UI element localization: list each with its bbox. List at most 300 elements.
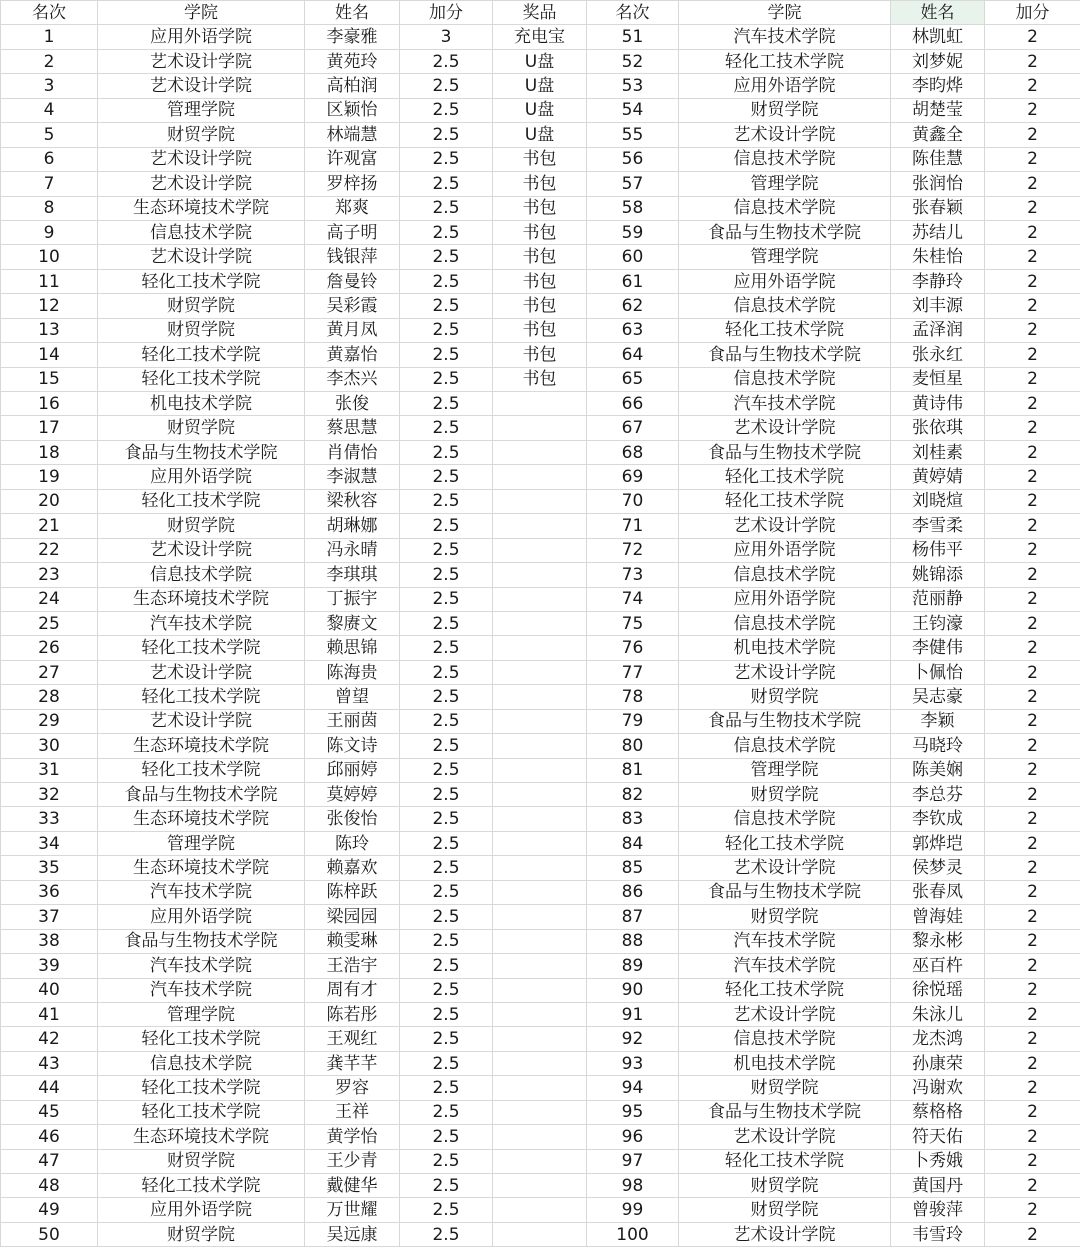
cell-college-right[interactable]: 机电技术学院 — [679, 636, 891, 660]
cell-college[interactable]: 轻化工技术学院 — [98, 685, 305, 709]
cell-college[interactable]: 艺术设计学院 — [98, 709, 305, 733]
cell-name-right[interactable]: 张润怡 — [891, 172, 985, 196]
cell-bonus-right[interactable]: 2 — [985, 1027, 1080, 1051]
cell-college[interactable]: 生态环境技术学院 — [98, 196, 305, 220]
cell-bonus[interactable]: 2.5 — [400, 929, 493, 953]
cell-prize[interactable]: 充电宝 — [493, 25, 587, 49]
cell-rank-right[interactable]: 86 — [587, 880, 679, 904]
cell-rank[interactable]: 31 — [1, 758, 98, 782]
cell-name[interactable]: 赖嘉欢 — [305, 856, 400, 880]
cell-rank-right[interactable]: 69 — [587, 465, 679, 489]
cell-bonus[interactable]: 2.5 — [400, 220, 493, 244]
header-cell-college[interactable]: 学院 — [98, 1, 305, 25]
cell-bonus-right[interactable]: 2 — [985, 318, 1080, 342]
cell-bonus[interactable]: 2.5 — [400, 489, 493, 513]
cell-name-right[interactable]: 巫百杵 — [891, 954, 985, 978]
cell-rank[interactable]: 5 — [1, 123, 98, 147]
cell-name-right[interactable]: 李总芬 — [891, 783, 985, 807]
cell-bonus[interactable]: 2.5 — [400, 514, 493, 538]
cell-rank[interactable]: 47 — [1, 1149, 98, 1173]
cell-prize[interactable] — [493, 1076, 587, 1100]
cell-college[interactable]: 轻化工技术学院 — [98, 367, 305, 391]
cell-bonus-right[interactable]: 2 — [985, 758, 1080, 782]
cell-name-right[interactable]: 麦恒星 — [891, 367, 985, 391]
cell-name[interactable]: 梁秋容 — [305, 489, 400, 513]
cell-college-right[interactable]: 财贸学院 — [679, 905, 891, 929]
cell-name[interactable]: 胡琳娜 — [305, 514, 400, 538]
cell-college[interactable]: 汽车技术学院 — [98, 880, 305, 904]
cell-college-right[interactable]: 财贸学院 — [679, 783, 891, 807]
cell-college-right[interactable]: 艺术设计学院 — [679, 123, 891, 147]
cell-college-right[interactable]: 应用外语学院 — [679, 538, 891, 562]
cell-prize[interactable] — [493, 1149, 587, 1173]
cell-college[interactable]: 生态环境技术学院 — [98, 587, 305, 611]
cell-rank-right[interactable]: 84 — [587, 831, 679, 855]
cell-name[interactable]: 陈若彤 — [305, 1002, 400, 1026]
cell-rank-right[interactable]: 94 — [587, 1076, 679, 1100]
cell-college[interactable]: 财贸学院 — [98, 1222, 305, 1246]
cell-bonus-right[interactable]: 2 — [985, 123, 1080, 147]
cell-prize[interactable] — [493, 489, 587, 513]
header-cell-bonus[interactable]: 加分 — [400, 1, 493, 25]
header-cell-name[interactable]: 姓名 — [305, 1, 400, 25]
cell-rank-right[interactable]: 99 — [587, 1198, 679, 1222]
cell-name-right[interactable]: 徐悦瑶 — [891, 978, 985, 1002]
cell-prize[interactable]: 书包 — [493, 172, 587, 196]
cell-college[interactable]: 应用外语学院 — [98, 905, 305, 929]
cell-rank[interactable]: 7 — [1, 172, 98, 196]
cell-bonus-right[interactable]: 2 — [985, 465, 1080, 489]
cell-college[interactable]: 应用外语学院 — [98, 25, 305, 49]
cell-name-right[interactable]: 朱桂怡 — [891, 245, 985, 269]
cell-rank[interactable]: 36 — [1, 880, 98, 904]
cell-prize[interactable] — [493, 660, 587, 684]
cell-bonus[interactable]: 2.5 — [400, 49, 493, 73]
cell-name[interactable]: 龚芊芊 — [305, 1051, 400, 1075]
cell-bonus[interactable]: 2.5 — [400, 416, 493, 440]
cell-bonus[interactable]: 2.5 — [400, 734, 493, 758]
cell-rank[interactable]: 26 — [1, 636, 98, 660]
cell-prize[interactable] — [493, 905, 587, 929]
cell-prize[interactable]: U盘 — [493, 74, 587, 98]
cell-rank[interactable]: 1 — [1, 25, 98, 49]
cell-rank-right[interactable]: 61 — [587, 269, 679, 293]
cell-name[interactable]: 陈文诗 — [305, 734, 400, 758]
cell-college-right[interactable]: 轻化工技术学院 — [679, 49, 891, 73]
cell-rank-right[interactable]: 88 — [587, 929, 679, 953]
cell-rank[interactable]: 21 — [1, 514, 98, 538]
cell-rank[interactable]: 38 — [1, 929, 98, 953]
cell-rank-right[interactable]: 77 — [587, 660, 679, 684]
cell-rank-right[interactable]: 90 — [587, 978, 679, 1002]
cell-rank-right[interactable]: 57 — [587, 172, 679, 196]
cell-name[interactable]: 蔡思慧 — [305, 416, 400, 440]
cell-name[interactable]: 赖雯琳 — [305, 929, 400, 953]
cell-bonus-right[interactable]: 2 — [985, 172, 1080, 196]
cell-prize[interactable] — [493, 1222, 587, 1246]
cell-rank[interactable]: 32 — [1, 783, 98, 807]
cell-prize[interactable]: U盘 — [493, 123, 587, 147]
cell-name[interactable]: 黎赓文 — [305, 611, 400, 635]
cell-college-right[interactable]: 艺术设计学院 — [679, 514, 891, 538]
cell-name[interactable]: 周有才 — [305, 978, 400, 1002]
cell-bonus-right[interactable]: 2 — [985, 1198, 1080, 1222]
cell-college-right[interactable]: 艺术设计学院 — [679, 1125, 891, 1149]
cell-rank[interactable]: 48 — [1, 1174, 98, 1198]
cell-bonus[interactable]: 2.5 — [400, 856, 493, 880]
cell-college[interactable]: 机电技术学院 — [98, 392, 305, 416]
cell-name[interactable]: 李琪琪 — [305, 563, 400, 587]
cell-name-right[interactable]: 吴志豪 — [891, 685, 985, 709]
cell-college-right[interactable]: 食品与生物技术学院 — [679, 343, 891, 367]
cell-bonus[interactable]: 2.5 — [400, 1076, 493, 1100]
cell-bonus[interactable]: 2.5 — [400, 343, 493, 367]
cell-bonus[interactable]: 3 — [400, 25, 493, 49]
cell-prize[interactable]: 书包 — [493, 269, 587, 293]
cell-rank-right[interactable]: 76 — [587, 636, 679, 660]
cell-prize[interactable] — [493, 465, 587, 489]
cell-name[interactable]: 梁园园 — [305, 905, 400, 929]
cell-college[interactable]: 生态环境技术学院 — [98, 734, 305, 758]
cell-bonus-right[interactable]: 2 — [985, 954, 1080, 978]
cell-bonus-right[interactable]: 2 — [985, 783, 1080, 807]
cell-prize[interactable] — [493, 440, 587, 464]
cell-college[interactable]: 轻化工技术学院 — [98, 489, 305, 513]
cell-rank[interactable]: 35 — [1, 856, 98, 880]
cell-bonus-right[interactable]: 2 — [985, 416, 1080, 440]
cell-rank-right[interactable]: 83 — [587, 807, 679, 831]
cell-name-right[interactable]: 曾海娃 — [891, 905, 985, 929]
cell-rank[interactable]: 45 — [1, 1100, 98, 1124]
cell-rank[interactable]: 25 — [1, 611, 98, 635]
cell-rank[interactable]: 9 — [1, 220, 98, 244]
cell-bonus[interactable]: 2.5 — [400, 905, 493, 929]
cell-name[interactable]: 吴远康 — [305, 1222, 400, 1246]
cell-bonus[interactable]: 2.5 — [400, 1198, 493, 1222]
cell-college-right[interactable]: 应用外语学院 — [679, 74, 891, 98]
cell-prize[interactable] — [493, 587, 587, 611]
cell-bonus[interactable]: 2.5 — [400, 294, 493, 318]
cell-name-right[interactable]: 胡楚莹 — [891, 98, 985, 122]
cell-bonus-right[interactable]: 2 — [985, 367, 1080, 391]
cell-name[interactable]: 王祥 — [305, 1100, 400, 1124]
cell-prize[interactable]: 书包 — [493, 220, 587, 244]
cell-college[interactable]: 轻化工技术学院 — [98, 758, 305, 782]
cell-rank-right[interactable]: 72 — [587, 538, 679, 562]
cell-bonus-right[interactable]: 2 — [985, 905, 1080, 929]
cell-name[interactable]: 林端慧 — [305, 123, 400, 147]
cell-rank[interactable]: 17 — [1, 416, 98, 440]
cell-prize[interactable]: 书包 — [493, 367, 587, 391]
cell-college-right[interactable]: 财贸学院 — [679, 1198, 891, 1222]
cell-bonus-right[interactable]: 2 — [985, 660, 1080, 684]
cell-college[interactable]: 财贸学院 — [98, 318, 305, 342]
cell-name-right[interactable]: 陈美娴 — [891, 758, 985, 782]
cell-bonus-right[interactable]: 2 — [985, 929, 1080, 953]
cell-rank-right[interactable]: 74 — [587, 587, 679, 611]
cell-name-right[interactable]: 冯谢欢 — [891, 1076, 985, 1100]
cell-bonus-right[interactable]: 2 — [985, 392, 1080, 416]
cell-college[interactable]: 轻化工技术学院 — [98, 1174, 305, 1198]
cell-rank-right[interactable]: 52 — [587, 49, 679, 73]
cell-name[interactable]: 高柏润 — [305, 74, 400, 98]
cell-rank[interactable]: 30 — [1, 734, 98, 758]
cell-college-right[interactable]: 财贸学院 — [679, 1076, 891, 1100]
cell-college-right[interactable]: 信息技术学院 — [679, 147, 891, 171]
cell-bonus-right[interactable]: 2 — [985, 538, 1080, 562]
cell-college[interactable]: 管理学院 — [98, 1002, 305, 1026]
cell-name[interactable]: 詹曼铃 — [305, 269, 400, 293]
cell-name[interactable]: 罗梓扬 — [305, 172, 400, 196]
cell-name-right[interactable]: 姚锦添 — [891, 563, 985, 587]
cell-rank-right[interactable]: 58 — [587, 196, 679, 220]
cell-rank[interactable]: 23 — [1, 563, 98, 587]
cell-bonus[interactable]: 2.5 — [400, 807, 493, 831]
cell-prize[interactable]: 书包 — [493, 196, 587, 220]
cell-name[interactable]: 黄学怡 — [305, 1125, 400, 1149]
cell-rank-right[interactable]: 73 — [587, 563, 679, 587]
cell-bonus[interactable]: 2.5 — [400, 783, 493, 807]
cell-name[interactable]: 邱丽婷 — [305, 758, 400, 782]
cell-college-right[interactable]: 食品与生物技术学院 — [679, 880, 891, 904]
cell-rank[interactable]: 11 — [1, 269, 98, 293]
cell-name[interactable]: 赖思锦 — [305, 636, 400, 660]
cell-name[interactable]: 高子明 — [305, 220, 400, 244]
cell-bonus-right[interactable]: 2 — [985, 25, 1080, 49]
cell-college[interactable]: 信息技术学院 — [98, 563, 305, 587]
cell-name-right[interactable]: 蔡格格 — [891, 1100, 985, 1124]
cell-name[interactable]: 郑爽 — [305, 196, 400, 220]
cell-bonus[interactable]: 2.5 — [400, 1222, 493, 1246]
cell-college-right[interactable]: 食品与生物技术学院 — [679, 220, 891, 244]
cell-name-right[interactable]: 杨伟平 — [891, 538, 985, 562]
cell-college-right[interactable]: 汽车技术学院 — [679, 929, 891, 953]
cell-college[interactable]: 轻化工技术学院 — [98, 1027, 305, 1051]
cell-rank[interactable]: 3 — [1, 74, 98, 98]
header-cell-bonus-right[interactable]: 加分 — [985, 1, 1080, 25]
cell-bonus[interactable]: 2.5 — [400, 954, 493, 978]
cell-name[interactable]: 黄苑玲 — [305, 49, 400, 73]
cell-bonus-right[interactable]: 2 — [985, 587, 1080, 611]
cell-college-right[interactable]: 财贸学院 — [679, 98, 891, 122]
cell-name-right[interactable]: 苏结儿 — [891, 220, 985, 244]
cell-prize[interactable]: 书包 — [493, 343, 587, 367]
cell-college[interactable]: 管理学院 — [98, 831, 305, 855]
cell-college[interactable]: 信息技术学院 — [98, 220, 305, 244]
cell-name-right[interactable]: 李钦成 — [891, 807, 985, 831]
cell-bonus[interactable]: 2.5 — [400, 758, 493, 782]
cell-college[interactable]: 汽车技术学院 — [98, 611, 305, 635]
cell-bonus-right[interactable]: 2 — [985, 831, 1080, 855]
cell-rank-right[interactable]: 71 — [587, 514, 679, 538]
cell-rank[interactable]: 37 — [1, 905, 98, 929]
cell-college[interactable]: 生态环境技术学院 — [98, 1125, 305, 1149]
cell-college-right[interactable]: 应用外语学院 — [679, 269, 891, 293]
cell-name-right[interactable]: 黎永彬 — [891, 929, 985, 953]
cell-rank-right[interactable]: 82 — [587, 783, 679, 807]
cell-bonus-right[interactable]: 2 — [985, 245, 1080, 269]
cell-bonus-right[interactable]: 2 — [985, 880, 1080, 904]
cell-college-right[interactable]: 管理学院 — [679, 245, 891, 269]
cell-name-right[interactable]: 刘丰源 — [891, 294, 985, 318]
cell-prize[interactable] — [493, 758, 587, 782]
cell-prize[interactable] — [493, 416, 587, 440]
cell-bonus[interactable]: 2.5 — [400, 880, 493, 904]
cell-rank[interactable]: 12 — [1, 294, 98, 318]
cell-rank-right[interactable]: 54 — [587, 98, 679, 122]
cell-bonus-right[interactable]: 2 — [985, 294, 1080, 318]
cell-college-right[interactable]: 轻化工技术学院 — [679, 489, 891, 513]
cell-rank[interactable]: 40 — [1, 978, 98, 1002]
cell-rank-right[interactable]: 65 — [587, 367, 679, 391]
cell-bonus-right[interactable]: 2 — [985, 74, 1080, 98]
cell-name-right[interactable]: 李颖 — [891, 709, 985, 733]
cell-prize[interactable] — [493, 1002, 587, 1026]
cell-rank[interactable]: 19 — [1, 465, 98, 489]
cell-rank-right[interactable]: 81 — [587, 758, 679, 782]
cell-rank[interactable]: 34 — [1, 831, 98, 855]
cell-prize[interactable] — [493, 734, 587, 758]
cell-prize[interactable] — [493, 611, 587, 635]
cell-prize[interactable] — [493, 636, 587, 660]
cell-name-right[interactable]: 张依琪 — [891, 416, 985, 440]
cell-college[interactable]: 艺术设计学院 — [98, 245, 305, 269]
cell-college-right[interactable]: 信息技术学院 — [679, 807, 891, 831]
cell-college-right[interactable]: 食品与生物技术学院 — [679, 1100, 891, 1124]
cell-name[interactable]: 王少青 — [305, 1149, 400, 1173]
cell-bonus-right[interactable]: 2 — [985, 1125, 1080, 1149]
cell-name-right[interactable]: 卜佩怡 — [891, 660, 985, 684]
cell-rank[interactable]: 39 — [1, 954, 98, 978]
cell-prize[interactable] — [493, 856, 587, 880]
cell-bonus-right[interactable]: 2 — [985, 1174, 1080, 1198]
cell-prize[interactable] — [493, 685, 587, 709]
cell-college-right[interactable]: 轻化工技术学院 — [679, 465, 891, 489]
cell-name[interactable]: 张俊 — [305, 392, 400, 416]
cell-rank-right[interactable]: 91 — [587, 1002, 679, 1026]
cell-college-right[interactable]: 汽车技术学院 — [679, 392, 891, 416]
cell-bonus[interactable]: 2.5 — [400, 660, 493, 684]
cell-bonus[interactable]: 2.5 — [400, 98, 493, 122]
cell-name-right[interactable]: 朱泳儿 — [891, 1002, 985, 1026]
cell-prize[interactable]: 书包 — [493, 294, 587, 318]
cell-bonus-right[interactable]: 2 — [985, 1222, 1080, 1246]
cell-name-right[interactable]: 马晓玲 — [891, 734, 985, 758]
cell-name-right[interactable]: 林凯虹 — [891, 25, 985, 49]
cell-bonus-right[interactable]: 2 — [985, 98, 1080, 122]
cell-name-right[interactable]: 张永红 — [891, 343, 985, 367]
cell-bonus[interactable]: 2.5 — [400, 538, 493, 562]
cell-rank[interactable]: 41 — [1, 1002, 98, 1026]
cell-rank[interactable]: 49 — [1, 1198, 98, 1222]
cell-rank-right[interactable]: 93 — [587, 1051, 679, 1075]
cell-name-right[interactable]: 刘梦妮 — [891, 49, 985, 73]
cell-college-right[interactable]: 信息技术学院 — [679, 1027, 891, 1051]
header-cell-rank-right[interactable]: 名次 — [587, 1, 679, 25]
cell-college-right[interactable]: 信息技术学院 — [679, 367, 891, 391]
cell-name-right[interactable]: 张春凤 — [891, 880, 985, 904]
cell-bonus-right[interactable]: 2 — [985, 440, 1080, 464]
cell-college-right[interactable]: 轻化工技术学院 — [679, 318, 891, 342]
cell-college-right[interactable]: 管理学院 — [679, 758, 891, 782]
cell-name[interactable]: 曾望 — [305, 685, 400, 709]
cell-bonus[interactable]: 2.5 — [400, 367, 493, 391]
cell-prize[interactable]: U盘 — [493, 49, 587, 73]
cell-rank[interactable]: 44 — [1, 1076, 98, 1100]
cell-college[interactable]: 轻化工技术学院 — [98, 1100, 305, 1124]
cell-prize[interactable] — [493, 1027, 587, 1051]
cell-rank-right[interactable]: 75 — [587, 611, 679, 635]
cell-rank-right[interactable]: 80 — [587, 734, 679, 758]
cell-prize[interactable]: U盘 — [493, 98, 587, 122]
cell-bonus-right[interactable]: 2 — [985, 147, 1080, 171]
header-cell-prize[interactable]: 奖品 — [493, 1, 587, 25]
cell-college[interactable]: 生态环境技术学院 — [98, 807, 305, 831]
cell-prize[interactable] — [493, 709, 587, 733]
cell-rank-right[interactable]: 67 — [587, 416, 679, 440]
header-cell-rank[interactable]: 名次 — [1, 1, 98, 25]
cell-college[interactable]: 艺术设计学院 — [98, 147, 305, 171]
cell-college[interactable]: 艺术设计学院 — [98, 538, 305, 562]
cell-bonus-right[interactable]: 2 — [985, 685, 1080, 709]
cell-college-right[interactable]: 信息技术学院 — [679, 611, 891, 635]
cell-bonus-right[interactable]: 2 — [985, 49, 1080, 73]
cell-prize[interactable] — [493, 514, 587, 538]
cell-bonus-right[interactable]: 2 — [985, 978, 1080, 1002]
cell-bonus-right[interactable]: 2 — [985, 269, 1080, 293]
cell-college-right[interactable]: 艺术设计学院 — [679, 1002, 891, 1026]
cell-bonus[interactable]: 2.5 — [400, 636, 493, 660]
cell-name[interactable]: 陈玲 — [305, 831, 400, 855]
cell-rank-right[interactable]: 89 — [587, 954, 679, 978]
cell-name-right[interactable]: 刘桂素 — [891, 440, 985, 464]
cell-name-right[interactable]: 刘晓煊 — [891, 489, 985, 513]
cell-rank-right[interactable]: 64 — [587, 343, 679, 367]
cell-name-right[interactable]: 王钧濠 — [891, 611, 985, 635]
cell-rank[interactable]: 29 — [1, 709, 98, 733]
cell-bonus[interactable]: 2.5 — [400, 1051, 493, 1075]
cell-college[interactable]: 食品与生物技术学院 — [98, 929, 305, 953]
cell-name-right[interactable]: 李静玲 — [891, 269, 985, 293]
cell-rank[interactable]: 15 — [1, 367, 98, 391]
cell-prize[interactable] — [493, 1198, 587, 1222]
cell-rank[interactable]: 50 — [1, 1222, 98, 1246]
cell-bonus-right[interactable]: 2 — [985, 1002, 1080, 1026]
cell-college[interactable]: 轻化工技术学院 — [98, 269, 305, 293]
cell-name-right[interactable]: 侯梦灵 — [891, 856, 985, 880]
cell-rank-right[interactable]: 78 — [587, 685, 679, 709]
cell-bonus[interactable]: 2.5 — [400, 392, 493, 416]
cell-college[interactable]: 应用外语学院 — [98, 465, 305, 489]
cell-rank-right[interactable]: 92 — [587, 1027, 679, 1051]
header-cell-college-right[interactable]: 学院 — [679, 1, 891, 25]
cell-bonus-right[interactable]: 2 — [985, 563, 1080, 587]
cell-prize[interactable] — [493, 1174, 587, 1198]
cell-rank[interactable]: 42 — [1, 1027, 98, 1051]
cell-rank[interactable]: 10 — [1, 245, 98, 269]
cell-bonus[interactable]: 2.5 — [400, 1002, 493, 1026]
cell-bonus-right[interactable]: 2 — [985, 1076, 1080, 1100]
cell-college[interactable]: 汽车技术学院 — [98, 978, 305, 1002]
cell-bonus[interactable]: 2.5 — [400, 1027, 493, 1051]
cell-college-right[interactable]: 食品与生物技术学院 — [679, 709, 891, 733]
cell-rank-right[interactable]: 55 — [587, 123, 679, 147]
cell-name-right[interactable]: 龙杰鸿 — [891, 1027, 985, 1051]
cell-rank-right[interactable]: 98 — [587, 1174, 679, 1198]
cell-bonus-right[interactable]: 2 — [985, 734, 1080, 758]
cell-rank-right[interactable]: 70 — [587, 489, 679, 513]
cell-rank[interactable]: 6 — [1, 147, 98, 171]
